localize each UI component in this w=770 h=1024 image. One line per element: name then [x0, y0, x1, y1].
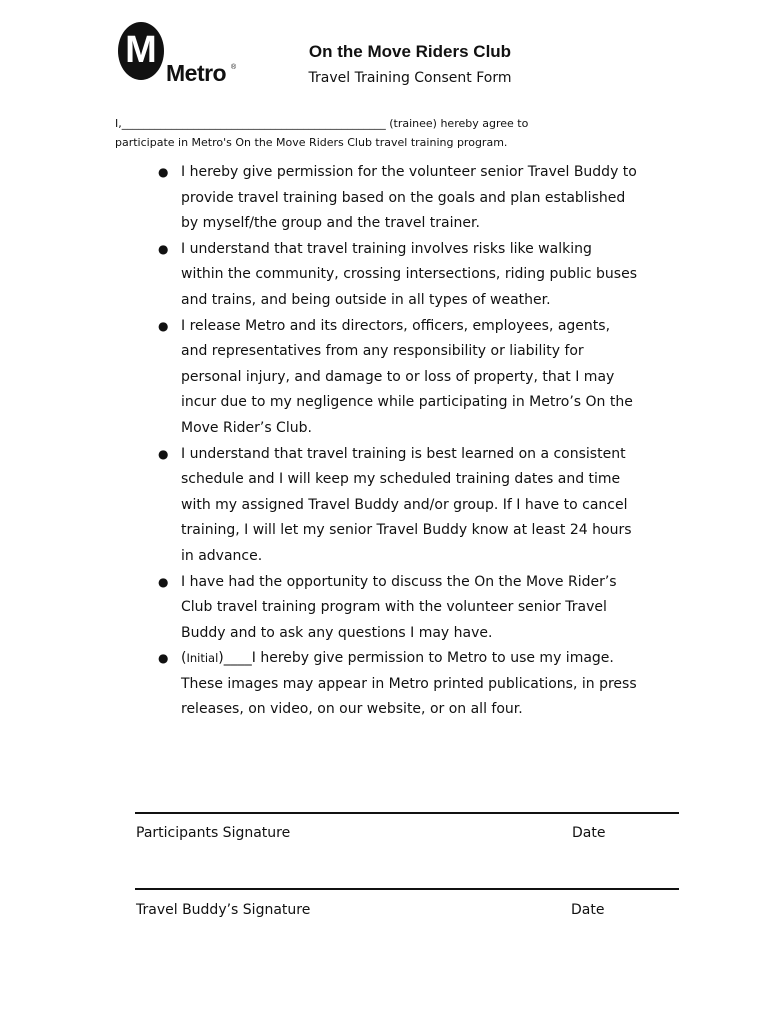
form-title: On the Move Riders Club	[308, 42, 512, 61]
bullet-icon: ●	[158, 165, 169, 179]
bullet-text: I have had the opportunity to discuss the On the Move Rider’s Club travel training program with the volunteer senior Travel Buddy and to ask any questions I may have.	[181, 573, 617, 641]
list-item	[158, 237, 638, 314]
bullet-icon: ●	[158, 318, 169, 333]
bullet-icon: ●	[158, 574, 169, 589]
bullet-text: I understand that travel training involves risks like walking within the community, crossing intersections, riding public buses and trains, and being outside in all types of weather.	[181, 240, 637, 308]
participant-date-label: Date	[572, 825, 606, 841]
participant-signature-line[interactable]	[135, 812, 679, 814]
participant-signature-label: Participants Signature	[136, 825, 291, 841]
travel-buddy-date-label: Date	[571, 902, 605, 918]
travel-buddy-signature-line[interactable]	[135, 888, 679, 890]
list-item-image-permission	[158, 646, 638, 723]
metro-logo-registered-mark: ®	[231, 64, 237, 71]
intro-line1-suffix: (trainee) hereby agree to	[385, 117, 529, 130]
bullet-icon: ●	[158, 651, 169, 666]
trainee-name-blank[interactable]: ________________________________________________	[121, 117, 386, 130]
list-item	[158, 442, 638, 570]
bullet-icon: ●	[158, 446, 169, 461]
intro-paragraph	[115, 114, 675, 152]
initial-open-paren: (	[181, 650, 187, 667]
metro-logo-letter: M	[125, 29, 157, 71]
list-item	[158, 160, 638, 237]
bullet-text: I release Metro and its directors, officers, employees, agents, and representatives from any responsibility or liability for personal injury, and damage to or loss of property, that I may incur due to my negligence while participating in Metro’s On the Move Rider’s Club.	[181, 317, 633, 436]
form-subtitle: Travel Training Consent Form	[308, 70, 512, 86]
bullet-icon: ●	[158, 241, 169, 256]
bullet-text: I hereby give permission for the volunteer senior Travel Buddy to provide travel training based on the goals and plan established by myself/the group and the travel trainer.	[181, 164, 637, 232]
list-item	[158, 314, 638, 442]
intro-prefix: I,	[115, 117, 122, 130]
metro-logo-word: Metro	[166, 60, 227, 86]
image-permission-text: I hereby give permission to Metro to use my image. These images may appear in Metro printed publications, in press releases, on video, on our website, or on all four.	[181, 650, 637, 718]
list-item	[158, 570, 638, 647]
initial-blank[interactable]: )____	[218, 650, 252, 667]
initial-label: Initial	[186, 651, 219, 666]
intro-line2: participate in Metro's On the Move Riders Club travel training program.	[115, 136, 508, 149]
consent-bullet-list	[158, 160, 638, 723]
travel-buddy-signature-label: Travel Buddy’s Signature	[136, 902, 311, 918]
bullet-text: I understand that travel training is best learned on a consistent schedule and I will keep my scheduled training dates and time with my assigned Travel Buddy and/or group. If I have to cancel training, I will let my senior Travel Buddy know at least 24 hours in advance.	[181, 445, 632, 564]
